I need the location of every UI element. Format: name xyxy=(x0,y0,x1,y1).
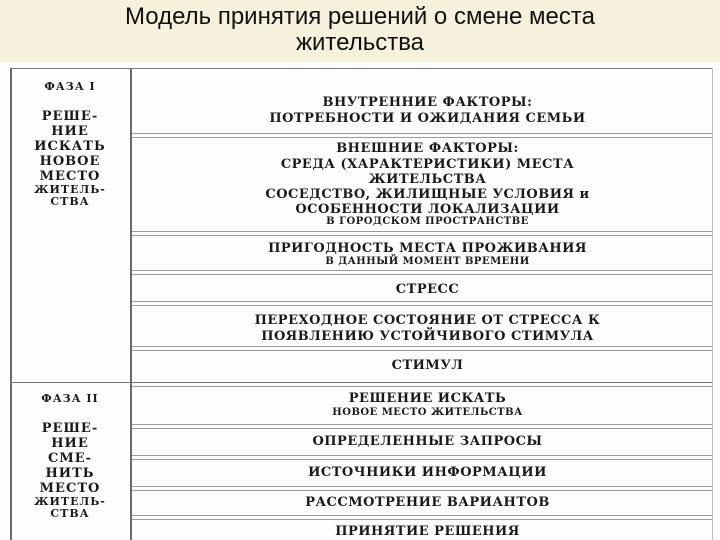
phase-1-line: РЕШЕ- xyxy=(41,109,99,124)
phase-2-line: МЕСТО xyxy=(39,481,101,496)
phase-1-line: НИЕ xyxy=(51,124,89,139)
phase-2-line: РЕШЕ- xyxy=(41,421,99,436)
external-factors-text: СОСЕДСТВО, ЖИЛИЩНЫЕ УСЛОВИЯ и xyxy=(265,187,590,202)
phase-2-line: СТВА xyxy=(50,507,90,520)
separator xyxy=(132,428,712,429)
phase-2-line: СМЕ- xyxy=(47,451,93,466)
transition-step: ПОЯВЛЕНИЮ УСТОЙЧИВОГО СТИМУЛА xyxy=(261,329,594,344)
decision-step: РЕШЕНИЕ ИСКАТЬ xyxy=(348,391,507,406)
stimulus-step: СТИМУЛ xyxy=(391,358,464,373)
external-factors-note: В ГОРОДСКОМ ПРОСТРАНСТВЕ xyxy=(326,216,529,227)
separator xyxy=(132,301,712,302)
phase-1-line: ИСКАТЬ xyxy=(34,139,106,154)
decision-note: НОВОЕ МЕСТО ЖИТЕЛЬСТВА xyxy=(332,407,523,418)
phase-2-line: НИЕ xyxy=(51,436,89,451)
separator xyxy=(132,346,712,347)
suitability-note: В ДАННЫЙ МОМЕНТ ВРЕМЕНИ xyxy=(325,256,530,267)
separator xyxy=(132,133,712,134)
phase-1-label: ФАЗА I xyxy=(44,80,96,93)
separator xyxy=(132,270,712,271)
stress-step: СТРЕСС xyxy=(395,282,460,297)
phase-2-line: НИТЬ xyxy=(45,466,95,481)
phase-1-line: НОВОЕ xyxy=(39,154,101,169)
phase-1-line: ЖИТЕЛЬ- xyxy=(34,183,106,196)
separator xyxy=(132,305,712,306)
separator xyxy=(132,490,712,491)
phase-1-column xyxy=(5,80,135,208)
internal-factors-text: ПОТРЕБНОСТИ И ОЖИДАНИЯ СЕМЬИ xyxy=(269,111,586,126)
separator xyxy=(132,455,712,456)
phase-2-column xyxy=(5,392,135,520)
phase-2-line: ЖИТЕЛЬ- xyxy=(34,495,106,508)
separator xyxy=(132,486,712,487)
final-decision-step: ПРИНЯТИЕ РЕШЕНИЯ xyxy=(335,524,520,539)
external-factors-text: ЖИТЕЛЬСТВА xyxy=(368,172,487,187)
separator xyxy=(132,235,712,236)
external-factors-heading: ВНЕШНИЕ ФАКТОРЫ: xyxy=(336,141,519,156)
internal-factors-heading: ВНУТРЕННИЕ ФАКТОРЫ: xyxy=(322,95,533,110)
requests-step: ОПРЕДЕЛЕННЫЕ ЗАПРОСЫ xyxy=(312,434,543,449)
top-rule xyxy=(10,68,712,69)
separator xyxy=(132,137,712,138)
phase-divider xyxy=(10,382,712,383)
external-factors-text: СРЕДА (ХАРАКТЕРИСТИКИ) МЕСТА xyxy=(280,157,575,172)
separator xyxy=(132,274,712,275)
title-line-2: жительства xyxy=(295,29,425,56)
options-step: РАССМОТРЕНИЕ ВАРИАНТОВ xyxy=(305,495,550,510)
slide-title xyxy=(0,4,720,56)
sources-step: ИСТОЧНИКИ ИНФОРМАЦИИ xyxy=(308,465,547,480)
separator xyxy=(132,519,712,520)
transition-step: ПЕРЕХОДНОЕ СОСТОЯНИЕ ОТ СТРЕССА К xyxy=(254,313,601,328)
suitability-step: ПРИГОДНОСТЬ МЕСТА ПРОЖИВАНИЯ xyxy=(268,241,587,256)
separator xyxy=(132,231,712,232)
separator xyxy=(132,459,712,460)
phase-1-line: МЕСТО xyxy=(39,169,101,184)
separator xyxy=(132,350,712,351)
phase-1-line: СТВА xyxy=(50,195,90,208)
separator xyxy=(132,424,712,425)
external-factors-text: ОСОБЕННОСТИ ЛОКАЛИЗАЦИИ xyxy=(295,202,560,217)
title-line-1: Модель принятия решений о смене места xyxy=(125,3,595,30)
separator xyxy=(132,386,712,387)
phase-2-label: ФАЗА II xyxy=(41,392,99,405)
separator xyxy=(132,515,712,516)
